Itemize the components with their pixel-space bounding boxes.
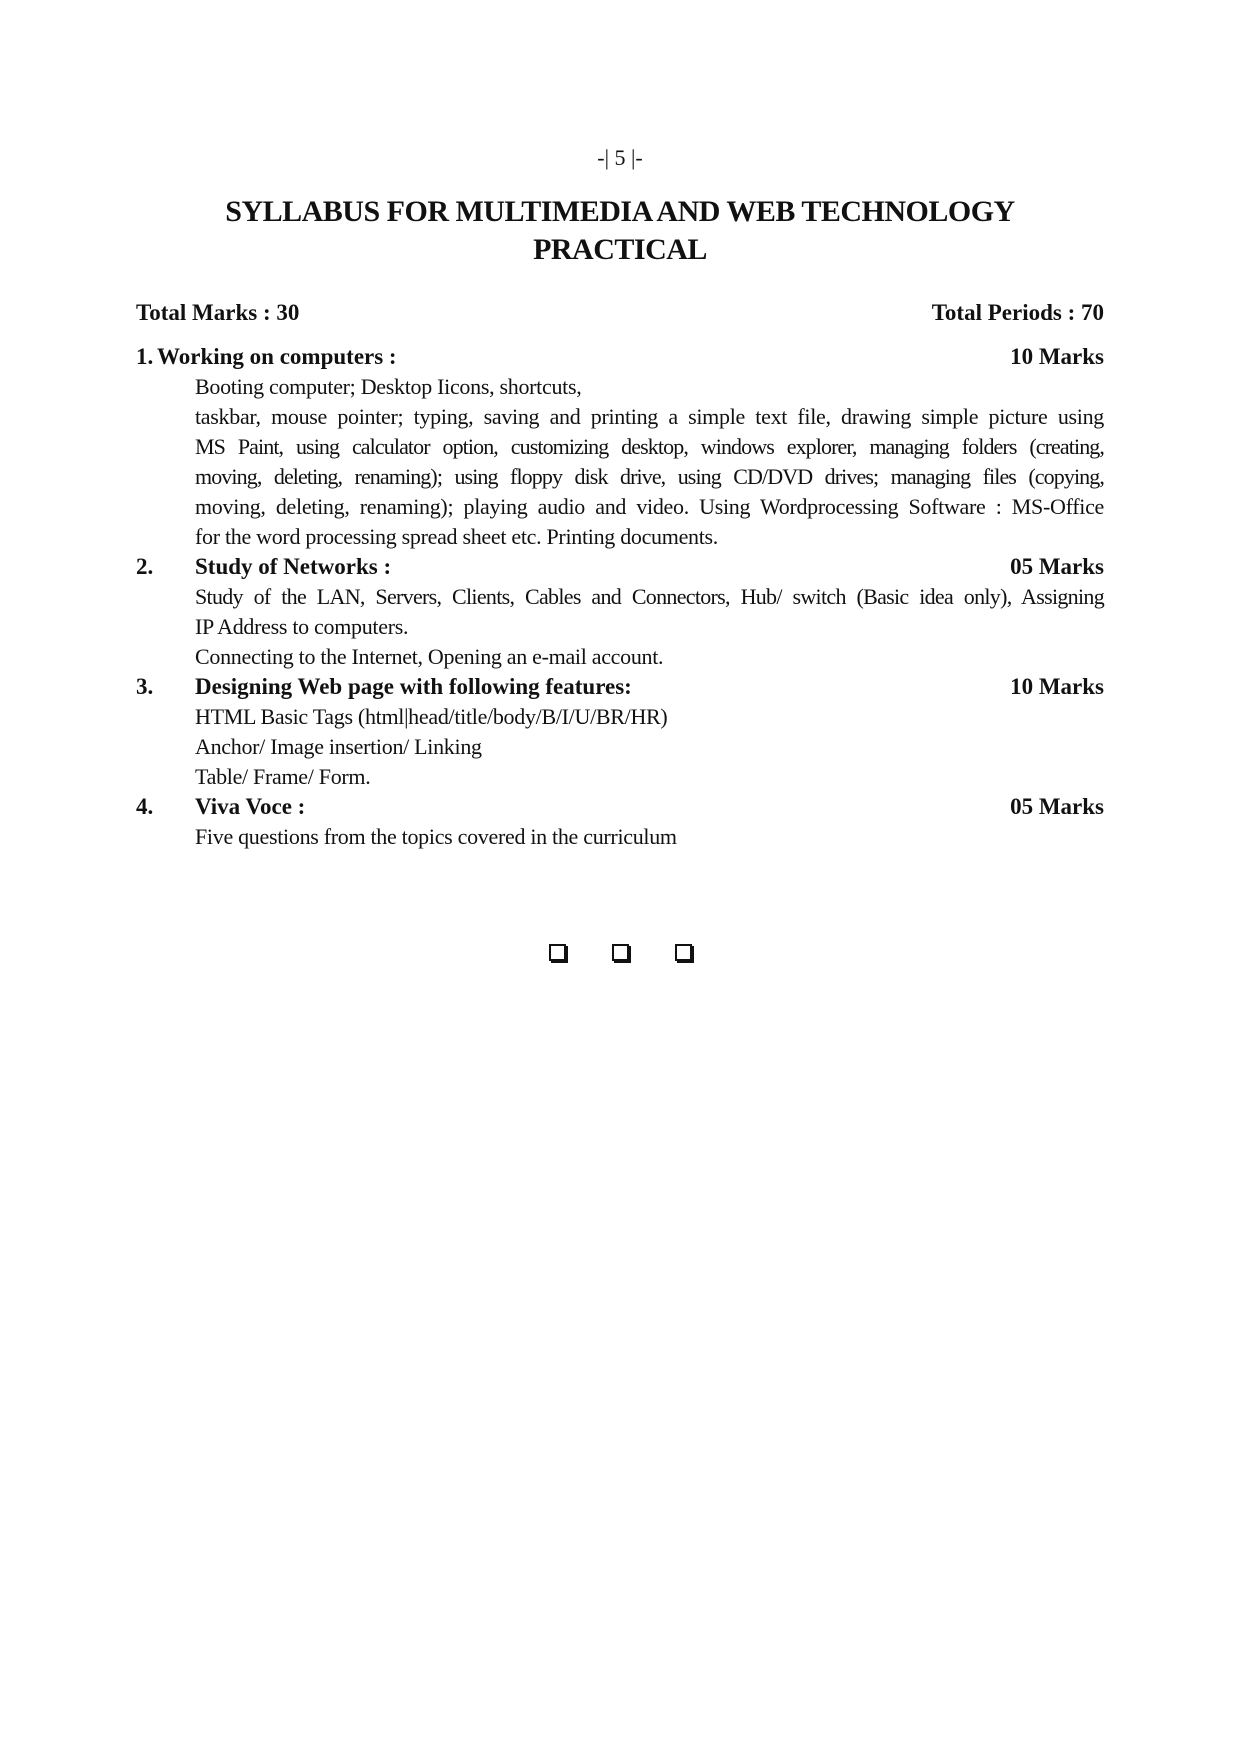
section-heading — [136, 792, 1104, 822]
section-working-on-computers — [136, 342, 1104, 552]
section-marks: 05 Marks — [1010, 794, 1104, 819]
section-marks: 10 Marks — [1010, 344, 1104, 369]
page-title — [0, 193, 1240, 269]
section-heading — [136, 672, 1104, 702]
body-line: Connecting to the Internet, Opening an e-mail account. — [195, 644, 664, 669]
section-title: Designing Web page with following features: — [195, 674, 632, 699]
body-line: HTML Basic Tags (html|head/title/body/B/I/U/BR/HR) — [195, 704, 668, 729]
title-line-1: SYLLABUS FOR MULTIMEDIA AND WEB TECHNOLOGY — [225, 195, 1015, 228]
body-line: Five questions from the topics covered in the curriculum — [195, 824, 677, 849]
section-number: 1. — [136, 344, 154, 369]
section-marks: 05 Marks — [1010, 554, 1104, 579]
total-marks: Total Marks : 30 — [136, 300, 300, 325]
body-line: IP Address to computers. — [195, 614, 409, 639]
box-ornament-icon — [612, 944, 629, 961]
section-marks: 10 Marks — [1010, 674, 1104, 699]
total-periods: Total Periods : 70 — [931, 300, 1104, 325]
section-heading — [136, 342, 1104, 372]
body-line: taskbar, mouse pointer; typing, saving and printing a simple text file, drawing simple picture using — [195, 404, 1104, 429]
body-line: Booting computer; Desktop Iicons, shortcuts, — [195, 374, 582, 399]
section-body — [136, 702, 1104, 792]
section-viva-voce — [136, 792, 1104, 852]
section-designing-web-page — [136, 672, 1104, 792]
section-title: Working on computers : — [157, 344, 397, 369]
section-title: Study of Networks : — [195, 554, 392, 579]
body-line: Anchor/ Image insertion/ Linking — [195, 734, 482, 759]
box-ornament-icon — [675, 944, 692, 961]
body-line: Study of the LAN, Servers, Clients, Cables and Connectors, Hub/ switch (Basic idea only), Assigning — [195, 584, 1104, 609]
body-line: for the word processing spread sheet etc. Printing documents. — [195, 524, 719, 549]
section-body — [136, 582, 1104, 672]
section-title: Viva Voce : — [195, 794, 306, 819]
body-line: moving, deleting, renaming); using floppy disk drive, using CD/DVD drives; managing files (copying, — [195, 464, 1104, 489]
syllabus-sections — [136, 342, 1104, 852]
page-number: -| 5 |- — [597, 145, 643, 170]
section-body — [136, 822, 1104, 852]
body-line: MS Paint, using calculator option, customizing desktop, windows explorer, managing folders (creating, — [195, 434, 1104, 459]
box-ornament-icon — [549, 944, 566, 961]
section-body — [136, 372, 1104, 552]
section-number: 4. — [136, 794, 154, 819]
body-line: moving, deleting, renaming); playing audio and video. Using Wordprocessing Software : MS-Office — [195, 494, 1104, 519]
end-ornaments — [0, 944, 1240, 966]
section-study-of-networks — [136, 552, 1104, 672]
title-line-2: PRACTICAL — [533, 233, 707, 266]
marks-periods-row — [136, 300, 1104, 332]
section-heading — [136, 552, 1104, 582]
body-line: Table/ Frame/ Form. — [195, 764, 371, 789]
section-number: 3. — [136, 674, 154, 699]
section-number: 2. — [136, 554, 154, 579]
